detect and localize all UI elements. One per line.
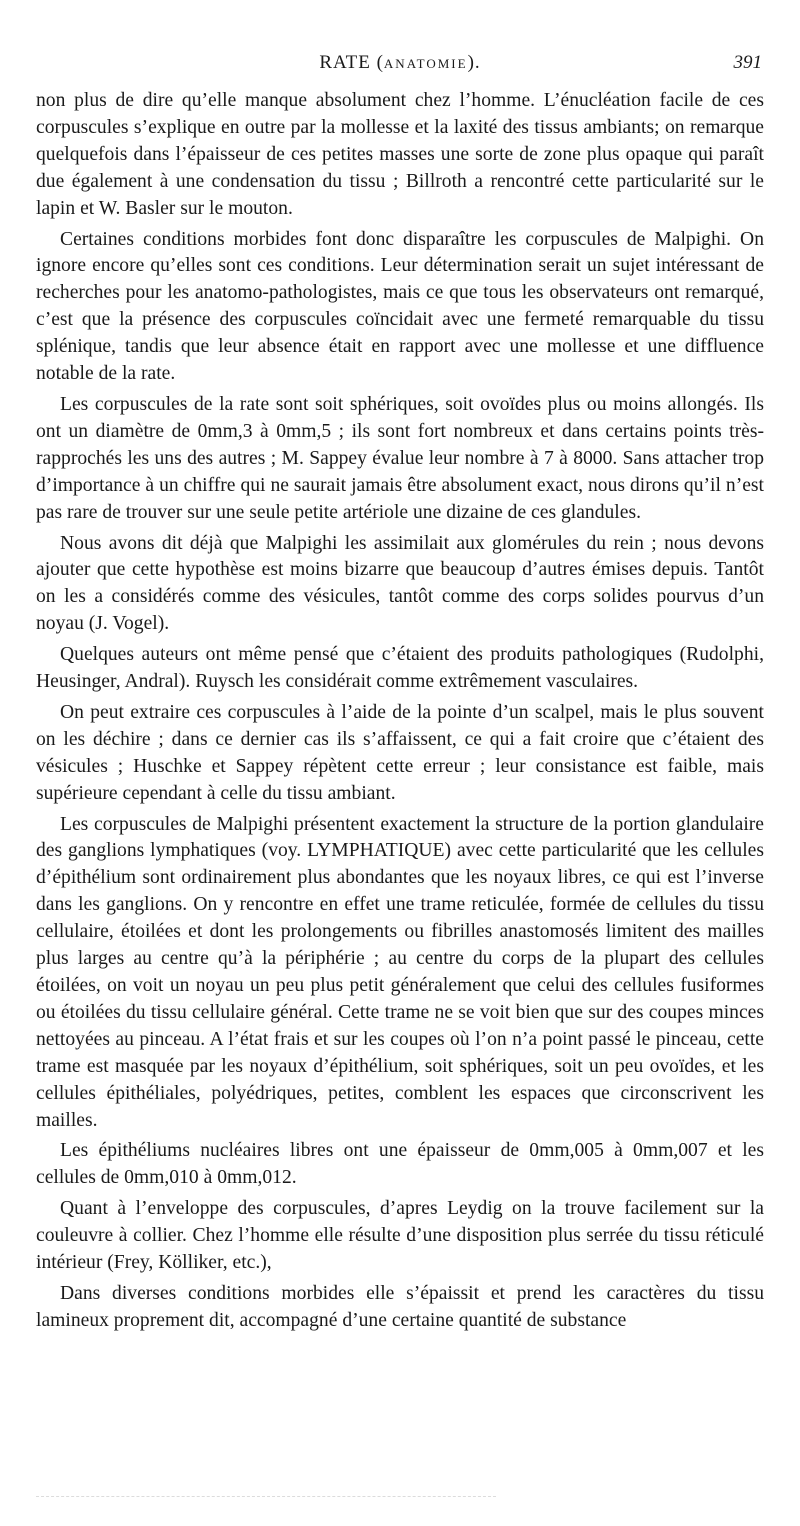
running-header xyxy=(0,50,800,80)
paragraph-9: Quant à l’enveloppe des corpuscules, d’apres Leydig on la trouve facilement sur la couleuvre à collier. Chez l’homme elle résulte d’une disposition plus serrée du tissu réticulé intérieur (Frey, Kölliker, etc.), xyxy=(36,1198,764,1274)
page-number: 391 xyxy=(733,52,762,73)
paragraph-5: Quelques auteurs ont même pensé que c’étaient des produits pathologiques (Rudolphi, Heusinger, Andral). Ruysch les considérait comme extrêmement vasculaires. xyxy=(36,644,764,693)
paragraph-10: Dans diverses conditions morbides elle s’épaissit et prend les caractères du tissu lamineux proprement dit, accompagné d’une certaine quantité de substance xyxy=(36,1282,764,1331)
body-text xyxy=(36,88,764,1339)
paragraph-7: Les corpuscules de Malpighi présentent exactement la structure de la portion glandulaire des ganglions lymphatiques (voy. LYMPHATIQUE) avec cette particularité que les cellules d’épithélium sont ordinairement plus abondantes que les noyaux libres, ce qui est l’inverse dans les ganglions. On y rencontre en effet une trame reticulée, formée de cellules du tissu cellulaire, étoilées et dont les prolongements ou fibrilles anastomosés limitent des mailles plus larges au centre qu’à la périphérie ; au centre du corps de la plupart des cellules étoilées, on voit un noyau un peu plus petit généralement que celui des cellules fusiformes ou étoilées du tissu cellulaire général. Cette trame ne se voit bien que sur des coupes minces nettoyées au pinceau. A l’état frais et sur les coupes où l’on n’a point passé le pinceau, cette trame est masquée par les noyaux d’épithélium, soit sphériques, soit un peu ovoïdes, et les cellules épithéliales, polyédriques, petites, comblent les espaces que circonscrivent les mailles. xyxy=(36,813,764,1131)
footer-rule xyxy=(36,1488,496,1497)
title-subject: ANATOMIE xyxy=(383,56,468,71)
paragraph-1: non plus de dire qu’elle manque absolument chez l’homme. L’énucléation facile de ces corpuscules s’explique en outre par la mollesse et la laxité des tissus ambiants; on remarque quelquefois dans l’épaisseur de ces petites masses une sorte de zone plus opaque qui paraît due également à une condensation du tissu ; Billroth a rencontré cette particularité sur le lapin et W. Basler sur le mouton. xyxy=(36,90,764,219)
title-end: ). xyxy=(467,52,481,73)
running-title xyxy=(0,52,800,74)
paragraph-6: On peut extraire ces corpuscules à l’aide de la pointe d’un scalpel, mais le plus souvent on les déchire ; dans ce dernier cas ils s’affaissent, ce qui a fait croire que c’étaient des vésicules ; Huschke et Sappey répètent cette erreur ; leur consistance est faible, mais supérieure cependant à celle du tissu ambiant. xyxy=(36,701,764,804)
paragraph-2: Certaines conditions morbides font donc disparaître les corpuscules de Malpighi. On ignore encore qu’elles sont ces conditions. Leur détermination serait un sujet intéressant de recherches pour les anatomo-pathologistes, mais ce que tous les observateurs ont remarqué, c’est que la présence des corpuscules coïncidait avec une fermeté remarquable du tissu splénique, tandis que leur absence était en rapport avec une mollesse et une diffluence notable de la rate. xyxy=(36,228,764,385)
title-main: RATE ( xyxy=(319,52,384,73)
paragraph-3: Les corpuscules de la rate sont soit sphériques, soit ovoïdes plus ou moins allongés. Ils ont un diamètre de 0mm,3 à 0mm,5 ; ils sont fort nombreux et dans certains points très-rapprochés les uns des autres ; M. Sappey évalue leur nombre à 7 à 8000. Sans attacher trop d’importance à un chiffre qui ne saurait jamais être absolument exact, nous dirons qu’il n’est pas rare de trouver sur une seule petite artériole une dizaine de ces glandules. xyxy=(36,393,764,523)
paragraph-8: Les épithéliums nucléaires libres ont une épaisseur de 0mm,005 à 0mm,007 et les cellules de 0mm,010 à 0mm,012. xyxy=(36,1140,764,1189)
paragraph-4: Nous avons dit déjà que Malpighi les assimilait aux glomérules du rein ; nous devons ajouter que cette hypothèse est moins bizarre que beaucoup d’autres émises depuis. Tantôt on les a considérés comme des vésicules, tantôt comme des corps solides pourvus d’un noyau (J. Vogel). xyxy=(36,532,764,635)
